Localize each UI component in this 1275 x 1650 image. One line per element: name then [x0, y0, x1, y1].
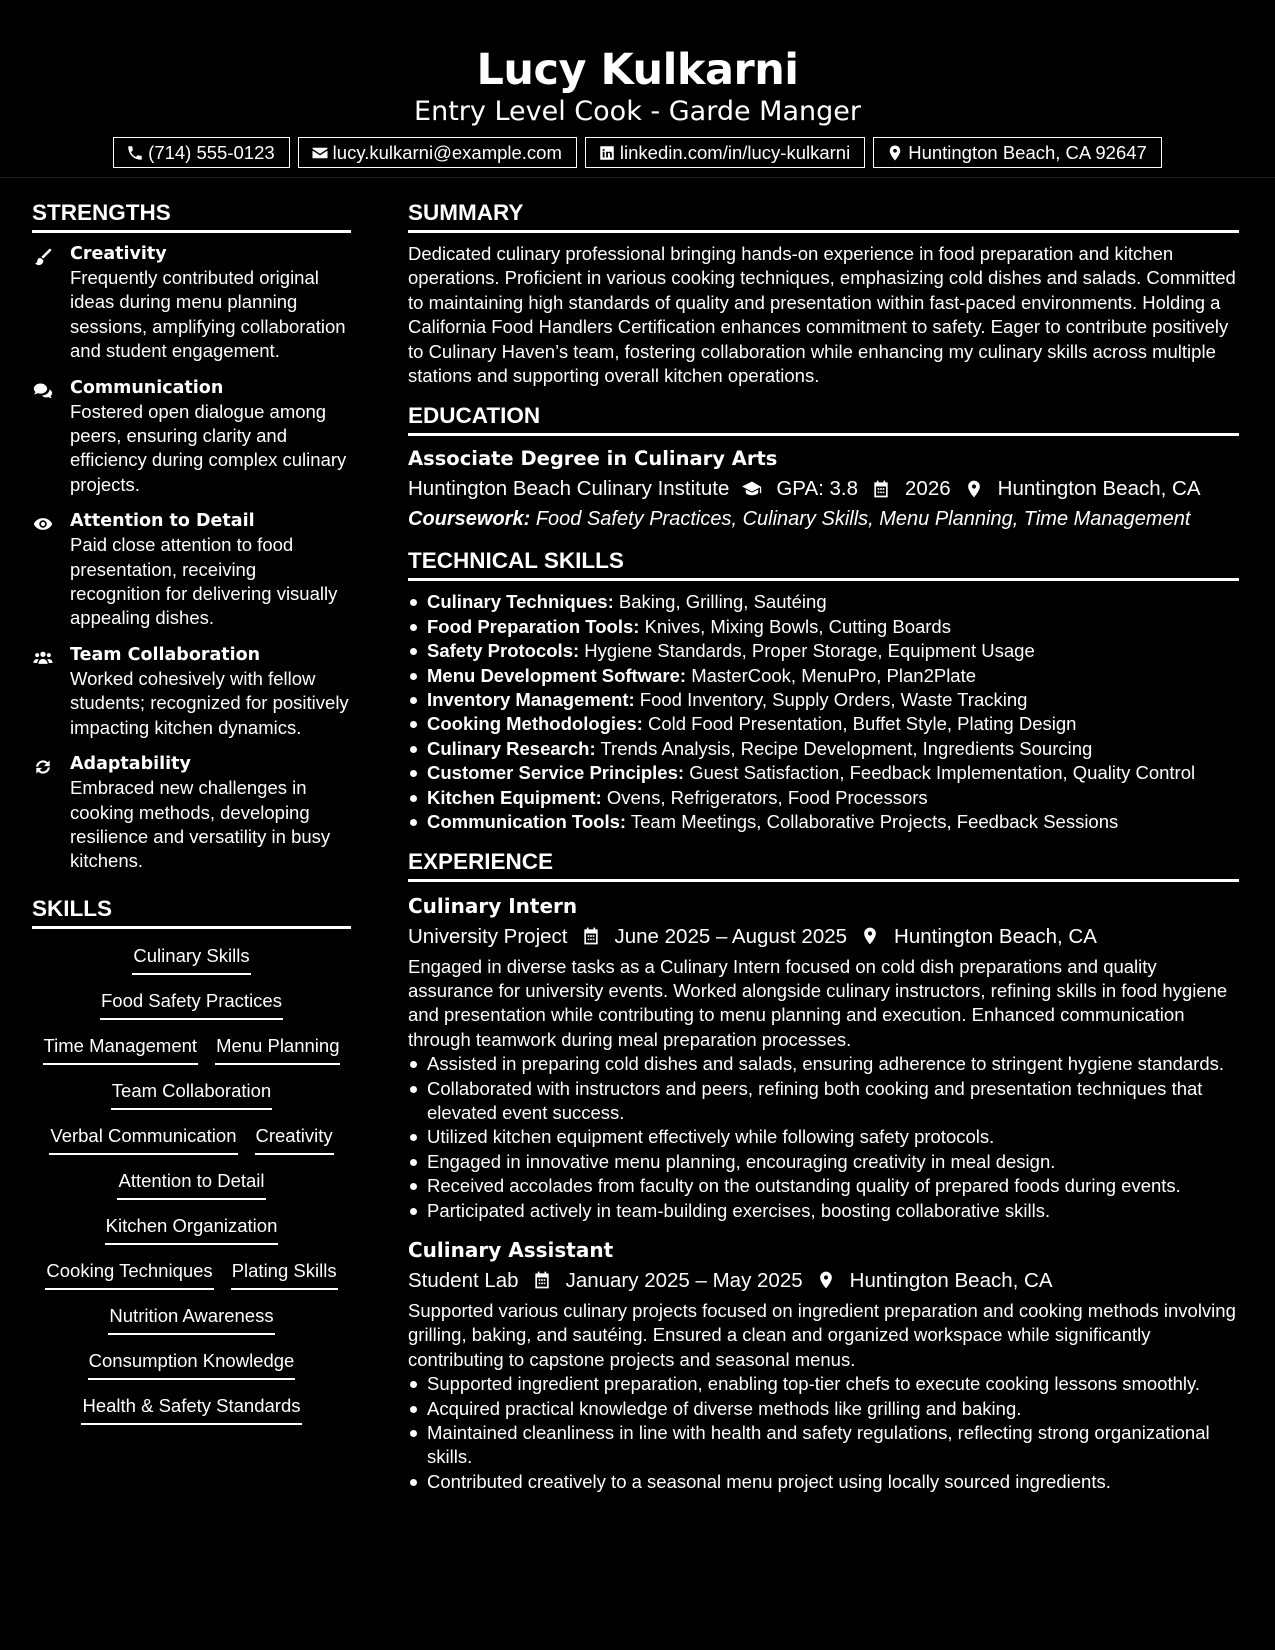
tech-skill-value: Ovens, Refrigerators, Food Processors — [606, 786, 928, 808]
list-item: Assisted in preparing cold dishes and salads, ensuring adherence to stringent hygiene standards. — [408, 1052, 1239, 1076]
experience-entry — [408, 891, 1239, 1223]
contact-phone[interactable] — [113, 137, 290, 168]
skill-chip: Menu Planning — [215, 1034, 340, 1065]
eye-icon — [32, 514, 54, 534]
tech-skill-value: Team Meetings, Collaborative Projects, Feedback Sessions — [630, 811, 1119, 833]
strength-item — [32, 509, 351, 631]
tech-skill-value: Guest Satisfaction, Feedback Implementation, Quality Control — [689, 762, 1196, 784]
list-item: Utilized kitchen equipment effectively while following safety protocols. — [408, 1125, 1239, 1149]
job-meta — [408, 1265, 1239, 1296]
tech-skill-label: Inventory Management: — [427, 689, 635, 711]
coursework-label: Coursework: — [408, 508, 531, 531]
linkedin-icon — [598, 144, 616, 162]
contact-bar — [0, 137, 1275, 168]
job-title: Culinary Assistant — [408, 1237, 614, 1262]
calendar-icon — [870, 479, 892, 499]
list-item: Participated actively in team-building exercises, boosting collaborative skills. — [408, 1199, 1239, 1223]
list-item — [408, 786, 1239, 810]
skill-chip: Cooking Techniques — [45, 1259, 213, 1290]
job-bullets — [408, 1372, 1239, 1494]
map-marker-icon — [859, 926, 881, 946]
tech-skill-value: Cold Food Presentation, Buffet Style, Plating Design — [647, 713, 1077, 735]
education-location: Huntington Beach, CA — [997, 477, 1201, 501]
job-dates: June 2025 – August 2025 — [614, 924, 848, 948]
candidate-name: Lucy Kulkarni — [476, 45, 799, 95]
skills-heading: SKILLS — [32, 896, 351, 929]
education-year: 2026 — [905, 477, 951, 501]
job-description: Supported various culinary projects focused on ingredient preparation and cooking methods involving grilling, baking, and sautéing. Ensured a clean and organized workspace while significantly contributing to capstone projects and seasonal menus. — [408, 1299, 1236, 1370]
skill-chip: Creativity — [255, 1124, 334, 1155]
strength-title: Attention to Detail — [70, 511, 255, 532]
skill-chip: Nutrition Awareness — [108, 1304, 274, 1335]
strength-title: Communication — [70, 377, 224, 398]
strength-description: Worked cohesively with fellow students; recognized for positively impacting kitchen dynamics. — [70, 667, 349, 738]
job-meta — [408, 921, 1239, 952]
contact-location[interactable] — [873, 137, 1162, 168]
tech-skill-label: Cooking Methodologies: — [427, 713, 643, 735]
strengths-heading: STRENGTHS — [32, 200, 351, 233]
list-item: Contributed creatively to a seasonal menu project using locally sourced ingredients. — [408, 1470, 1239, 1494]
skill-chip: Culinary Skills — [132, 944, 250, 975]
tech-skill-label: Food Preparation Tools: — [427, 615, 640, 637]
strength-title: Creativity — [70, 244, 167, 264]
sync-icon — [32, 757, 54, 777]
contact-linkedin[interactable] — [585, 137, 865, 168]
strength-description: Fostered open dialogue among peers, ensuring clarity and efficiency during complex culinary projects. — [70, 400, 347, 495]
contact-email[interactable] — [298, 137, 577, 168]
paintbrush-icon — [32, 247, 54, 267]
education-coursework — [408, 504, 1239, 534]
list-item — [408, 761, 1239, 785]
tech-skill-label: Culinary Research: — [427, 737, 596, 759]
tech-skill-value: Food Inventory, Supply Orders, Waste Tracking — [639, 689, 1028, 711]
map-marker-icon — [963, 479, 985, 499]
list-item: Received accolades from faculty on the outstanding quality of prepared foods during events. — [408, 1174, 1239, 1198]
comments-icon — [32, 381, 54, 401]
technical-skills-list — [408, 590, 1239, 834]
skill-chip: Time Management — [43, 1034, 199, 1065]
list-item: Engaged in innovative menu planning, encouraging creativity in meal design. — [408, 1150, 1239, 1174]
right-column — [408, 200, 1239, 1506]
list-item: Acquired practical knowledge of diverse methods like grilling and baking. — [408, 1397, 1239, 1421]
skill-chip: Verbal Communication — [49, 1124, 237, 1155]
strength-description: Frequently contributed original ideas during menu planning sessions, amplifying collaboration and student engagement. — [70, 267, 346, 362]
graduation-cap-icon — [741, 479, 763, 499]
tech-skill-label: Culinary Techniques: — [427, 591, 614, 613]
map-marker-icon — [886, 144, 904, 162]
calendar-icon — [580, 926, 602, 946]
job-title: Culinary Intern — [408, 893, 578, 918]
tech-skill-value: Baking, Grilling, Sautéing — [618, 591, 827, 613]
education-degree: Associate Degree in Culinary Arts — [408, 447, 778, 471]
skill-chip: Health & Safety Standards — [81, 1394, 301, 1425]
tech-skill-label: Customer Service Principles: — [427, 762, 685, 784]
phone-icon — [126, 144, 144, 162]
experience-heading: EXPERIENCE — [408, 849, 1239, 882]
job-location: Huntington Beach, CA — [894, 924, 1097, 948]
tech-skill-value: MasterCook, MenuPro, Plan2Plate — [691, 664, 977, 686]
education-gpa: GPA: 3.8 — [776, 477, 859, 501]
tech-skill-label: Kitchen Equipment: — [427, 786, 602, 808]
job-dates: January 2025 – May 2025 — [565, 1268, 803, 1292]
job-organization: Student Lab — [408, 1268, 519, 1292]
tech-skill-label: Safety Protocols: — [427, 640, 580, 662]
skill-chip: Attention to Detail — [117, 1169, 265, 1200]
list-item — [408, 664, 1239, 688]
resume-header — [0, 0, 1275, 178]
strength-item — [32, 643, 351, 740]
job-description: Engaged in diverse tasks as a Culinary Intern focused on cold dish preparations and quality assurance for university events. Worked alongside culinary instructors, refining skills in food hygiene and presentation while contributing to menu planning and execution. Enhanced communication through teamwork during meal preparation processes. — [408, 955, 1228, 1050]
list-item: Maintained cleanliness in line with health and safety regulations, reflecting strong organizational skills. — [408, 1421, 1239, 1470]
tech-skill-label: Menu Development Software: — [427, 664, 687, 686]
list-item — [408, 639, 1239, 663]
education-institution: Huntington Beach Culinary Institute — [408, 477, 730, 501]
skill-chip: Kitchen Organization — [105, 1214, 279, 1245]
skill-chip: Food Safety Practices — [100, 989, 283, 1020]
strength-title: Adaptability — [70, 754, 191, 775]
list-item — [408, 688, 1239, 712]
technical-skills-heading: TECHNICAL SKILLS — [408, 548, 1239, 581]
strength-description: Embraced new challenges in cooking methods, developing resilience and versatility in busy kitchens. — [70, 777, 331, 872]
envelope-icon — [311, 144, 329, 162]
contact-location-text: Huntington Beach, CA 92647 — [908, 141, 1147, 163]
tech-skill-value: Hygiene Standards, Proper Storage, Equipment Usage — [584, 640, 1035, 662]
education-heading: EDUCATION — [408, 403, 1239, 436]
calendar-icon — [531, 1270, 553, 1290]
contact-email-text: lucy.kulkarni@example.com — [332, 141, 562, 163]
list-item — [408, 590, 1239, 614]
contact-phone-text: (714) 555-0123 — [148, 141, 275, 163]
list-item — [408, 615, 1239, 639]
tech-skill-value: Knives, Mixing Bowls, Cutting Boards — [644, 615, 951, 637]
list-item: Collaborated with instructors and peers, refining both cooking and presentation techniques that elevated event success. — [408, 1077, 1239, 1126]
job-organization: University Project — [408, 924, 568, 948]
list-item — [408, 810, 1239, 834]
job-bullets — [408, 1052, 1239, 1223]
list-item — [408, 737, 1239, 761]
skill-chip: Consumption Knowledge — [88, 1349, 296, 1380]
tech-skill-value: Trends Analysis, Recipe Development, Ingredients Sourcing — [600, 737, 1093, 759]
skills-list — [32, 938, 351, 1439]
education-meta — [408, 473, 1239, 504]
contact-linkedin-text: linkedin.com/in/lucy-kulkarni — [619, 141, 851, 163]
experience-entry — [408, 1235, 1239, 1494]
job-location: Huntington Beach, CA — [849, 1268, 1053, 1292]
summary-text: Dedicated culinary professional bringing hands-on experience in food preparation and kitchen operations. Proficient in various cooking techniques, emphasizing cold dishes and salads. Committed to maintaining high standards of quality and presentation within fast-paced environments. Holding a California Food Handlers Certification enhances commitment to safety. Eager to contribute positively to Culinary Haven’s team, fostering collaboration while enhancing my culinary skills across multiple stations and supporting overall kitchen operations. — [408, 243, 1236, 387]
map-marker-icon — [815, 1270, 837, 1290]
skill-chip: Plating Skills — [231, 1259, 338, 1290]
candidate-title: Entry Level Cook - Garde Manger — [414, 96, 861, 127]
coursework-list: Food Safety Practices, Culinary Skills, Menu Planning, Time Management — [535, 508, 1191, 531]
list-item: Supported ingredient preparation, enabling top-tier chefs to execute cooking lessons smoothly. — [408, 1372, 1239, 1396]
strength-item — [32, 242, 351, 364]
strength-item — [32, 752, 351, 874]
strength-item — [32, 376, 351, 498]
tech-skill-label: Communication Tools: — [427, 811, 627, 833]
list-item — [408, 712, 1239, 736]
skill-chip: Team Collaboration — [111, 1079, 272, 1110]
strength-description: Paid close attention to food presentation, receiving recognition for delivering visually appealing dishes. — [70, 534, 338, 629]
strength-title: Team Collaboration — [70, 644, 261, 665]
summary-heading: SUMMARY — [408, 200, 1239, 233]
left-column — [32, 200, 351, 1439]
users-icon — [32, 648, 54, 668]
